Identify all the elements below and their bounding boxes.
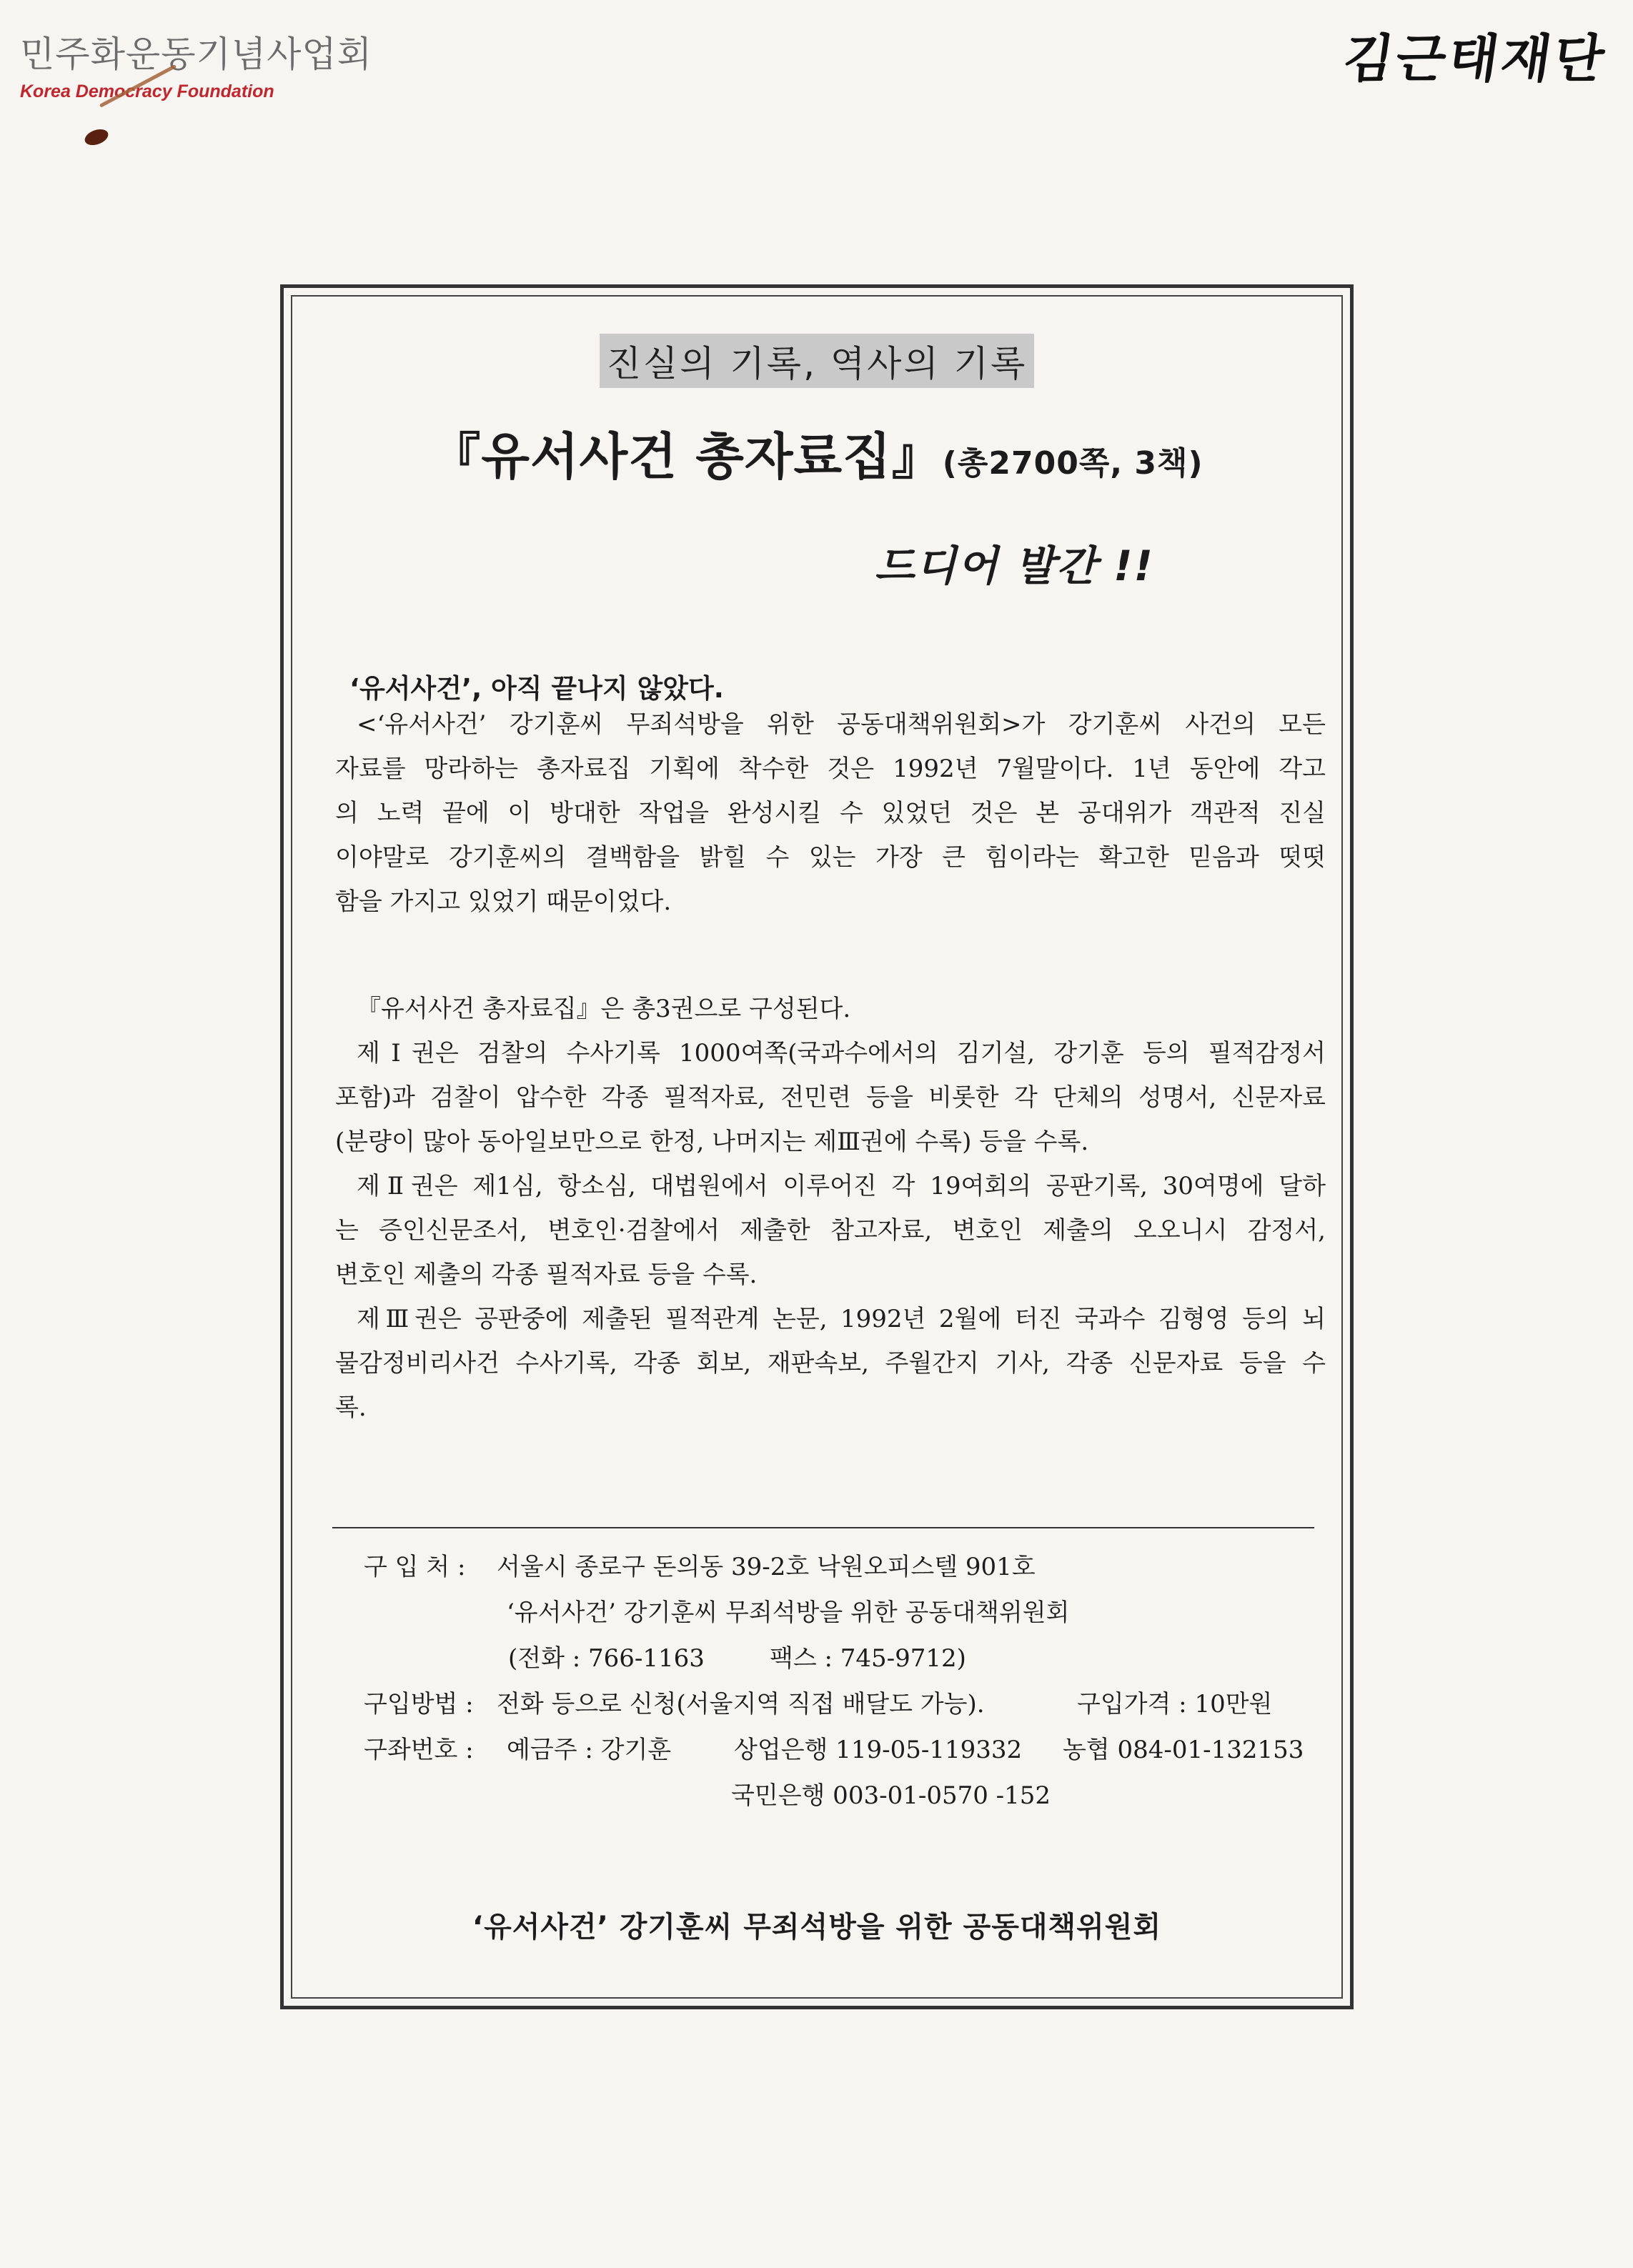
intro-line: 함을 가지고 있었기 때문이었다. — [335, 887, 672, 916]
volumes-line: 제Ⅰ권은 검찰의 수사기록 1000여쪽(국과수에서의 김기설, 강기훈 등의 필적감정서 — [357, 1039, 1326, 1068]
fax-number: 팩스 : 745-9712) — [770, 1644, 966, 1673]
intro-line: 자료를 망라하는 총자료집 기획에 착수한 것은 1992년 7월말이다. 1년 동안에 각고 — [335, 755, 1326, 783]
account-holder: 예금주 : 강기훈 — [507, 1736, 672, 1764]
volumes-line: (분량이 많아 동아일보만으로 한정, 나머지는 제Ⅲ권에 수록) 등을 수록. — [335, 1128, 1089, 1156]
volumes-line: 변호인 제출의 각종 필적자료 등을 수록. — [335, 1260, 758, 1289]
volumes-line: 포함)과 검찰이 압수한 각종 필적자료, 전민련 등을 비롯한 각 단체의 성명서, 신문자료 — [335, 1083, 1326, 1112]
contact-info — [292, 297, 1341, 1997]
advertisement-frame — [280, 284, 1354, 2009]
volumes-line: 록. — [335, 1393, 367, 1422]
volumes-line: 물감정비리사건 수사기록, 각종 회보, 재판속보, 주월간지 기사, 각종 신문자료 등을 수 — [335, 1349, 1326, 1378]
volumes-line: 는 증인신문조서, 변호인·검찰에서 제출한 참고자료, 변호인 제출의 오오니시 감정서, — [335, 1216, 1326, 1245]
account-bank-1: 상업은행 119-05-119332 — [734, 1736, 1023, 1764]
method-label: 구입방법 : — [364, 1690, 474, 1719]
phone-number: (전화 : 766-1163 — [508, 1644, 705, 1673]
section-subhead: ‘유서사건’, 아직 끝나지 않았다. — [349, 673, 724, 704]
intro-line: <‘유서사건’ 강기훈씨 무죄석방을 위한 공동대책위원회>가 강기훈씨 사건의 모든 — [357, 710, 1326, 739]
purchase-address: 서울시 종로구 돈의동 39-2호 낙원오피스텔 901호 — [497, 1553, 1036, 1581]
frame-inner-border — [291, 295, 1343, 1999]
volumes-line: 제Ⅱ권은 제1심, 항소심, 대법원에서 이루어진 각 19여회의 공판기록, 30여명에 달하 — [357, 1172, 1326, 1200]
tagline-text: 진실의 기록, 역사의 기록 — [600, 334, 1035, 388]
account-bank-3: 국민은행 003-01-0570 -152 — [731, 1781, 1051, 1810]
intro-line: 이야말로 강기훈씨의 결백함을 밝힐 수 있는 가장 큰 힘이라는 확고한 믿음과 떳떳 — [335, 843, 1326, 872]
header-left-logo — [20, 26, 372, 102]
release-announcement: 드디어 발간 !! — [874, 542, 1154, 590]
foundation-logo-english: Korea Democracy Foundation — [20, 81, 274, 101]
book-title-note: (총2700쪽, 3책) — [942, 445, 1203, 482]
book-title-text: 『유서사건 총자료집』 — [430, 427, 943, 486]
volumes-line: 제Ⅲ권은 공판중에 제출된 필적관계 논문, 1992년 2월에 터진 국과수 김형영 등의 뇌 — [357, 1305, 1326, 1333]
volumes-line: 『유서사건 총자료집』은 총3권으로 구성된다. — [357, 995, 851, 1023]
purchase-org: ‘유서사건’ 강기훈씨 무죄석방을 위한 공동대책위원회 — [507, 1598, 1070, 1627]
ink-spot — [83, 126, 111, 148]
purchase-method: 전화 등으로 신청(서울지역 직접 배달도 가능). — [497, 1690, 985, 1719]
header-right-logo: 김근태재단 — [1339, 29, 1612, 89]
foundation-logo-korean: 민주화운동기념사업회 — [20, 34, 372, 75]
account-label: 구좌번호 : — [364, 1736, 474, 1764]
footer-organization: ‘유서사건’ 강기훈씨 무죄석방을 위한 공동대책위원회 — [472, 1911, 1162, 1944]
account-bank-2: 농협 084-01-132153 — [1063, 1736, 1304, 1764]
intro-line: 의 노력 끝에 이 방대한 작업을 완성시킬 수 있었던 것은 본 공대위가 객관적 진실 — [335, 799, 1326, 827]
purchase-price: 구입가격 : 10만원 — [1077, 1690, 1273, 1719]
purchase-label: 구 입 처 : — [364, 1553, 466, 1581]
